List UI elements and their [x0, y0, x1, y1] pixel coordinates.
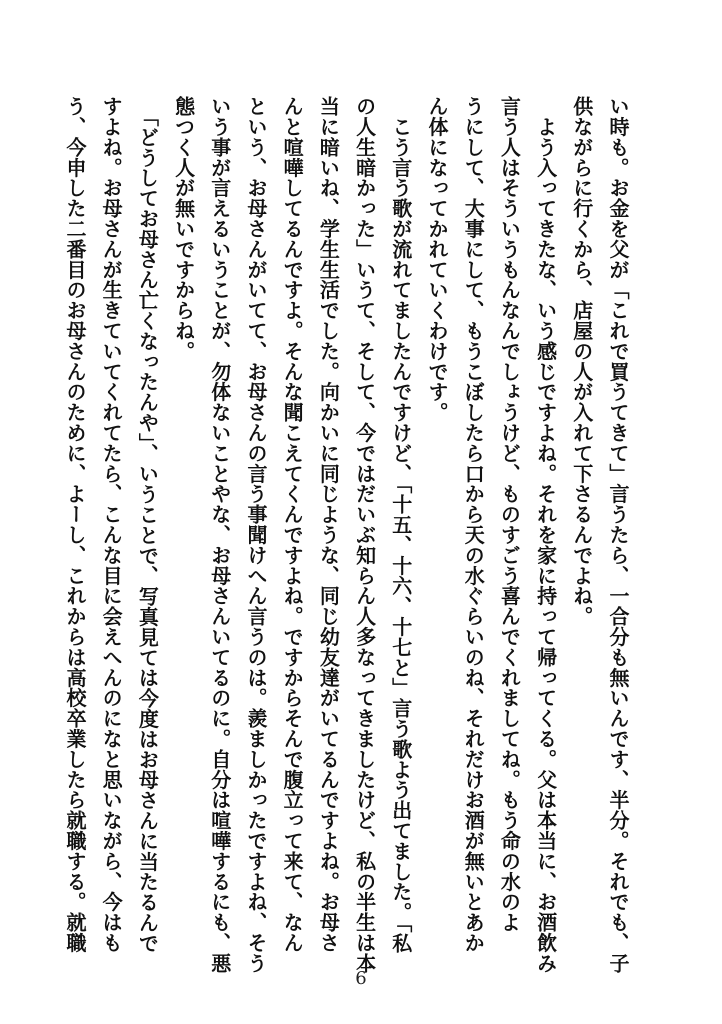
- text-column: 「どうしてお母さん亡くなったんや」、いうことで、写真見ては今度はお母さんに当たるんで: [135, 96, 160, 954]
- text-column: 言う人はそういうもんなんでしょうけど、ものすごう喜んでくれましてね。もう命の水のよ: [497, 96, 522, 933]
- text-column: 当に暗いね、学生生活でした。向かいに同じような、同じ幼友達がいてるんですよね。お母さ: [316, 96, 341, 953]
- text-column: ん体になってかれていくわけです。: [424, 96, 449, 423]
- text-column: こう言う歌が流れてましたんですけど、「十五、十六、十七と」言う歌よう出てました。「私: [388, 96, 413, 954]
- vertical-text-block: [57, 96, 636, 974]
- text-column: 供ながらに行くから、店屋の人が入れて下さるんでよね。: [569, 96, 594, 627]
- text-column: うにして、大事にして、もうこぼしたら口から天の水ぐらいのね、それだけお酒が無いとあか: [461, 96, 486, 953]
- page-number: 6: [355, 968, 367, 989]
- text-column: 態つく人が無いですからね。: [171, 96, 196, 362]
- text-column: いう事が言えるいうことが、勿体ないことやな、お母さんいてるのに。自分は喧嘩するにも、悪: [207, 96, 232, 974]
- text-column: う、今申した二番目のお母さんのために、よーし、これからは高校卒業したら就職する。就職: [62, 96, 87, 953]
- text-column: い時も。お金を父が「これで買うてきて」言うたら、一合分も無いんです、半分。それでも、子: [606, 96, 630, 974]
- text-column: んと喧嘩してるんですよ。そんな聞こえてくんですよね。ですからそんで腹立って来て、なん: [280, 96, 305, 953]
- text-column: よう入ってきたな、いう感じですよね。それを家に持って帰ってくる。父は本当に、お酒飲み: [533, 96, 558, 974]
- text-column: すよね。お母さんが生きていてくれてたら、こんな目に会えへんのになと思いながら、今はも: [99, 96, 124, 953]
- text-column: という、お母さんがいてて、お母さんの言う事聞けへん言うのは。羨ましかったですよね、そう: [243, 96, 268, 974]
- text-column: の人生暗かった」いうて、そして、今ではだいぶ知らん人多なってきましたけど、私の半生は本: [352, 96, 377, 974]
